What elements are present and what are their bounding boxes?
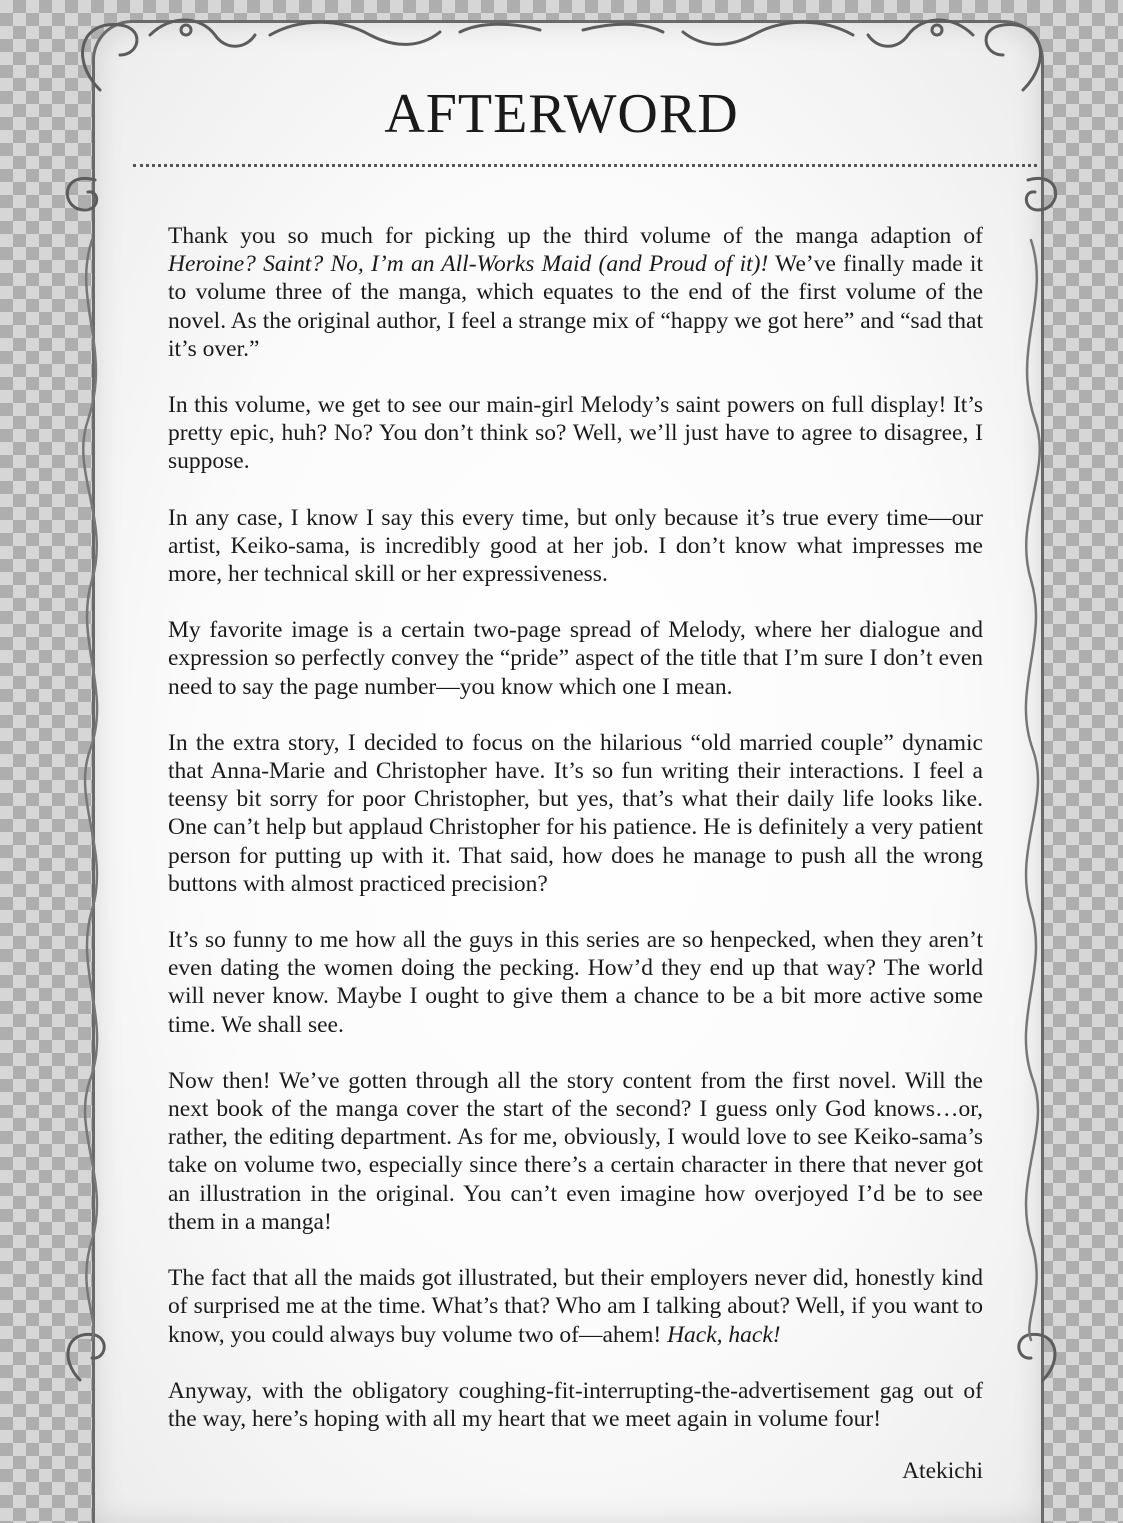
afterword-body	[168, 222, 983, 1461]
paragraph-1: Thank you so much for picking up the third volume of the manga adaption of Heroine? Saint? No, I’m an All-Works Maid (and Proud of it)! We’ve finally made it to volume three of the manga, which equates to the end of the first volume of the novel. As the original author, I feel a strange mix of “happy we got here” and “sad that it’s over.”	[168, 223, 983, 362]
paragraph-7: Now then! We’ve gotten through all the story content from the first novel. Will the next book of the manga cover the start of the second? I guess only God knows…or, rather, the editing department. As for me, obviously, I would love to see Keiko-sama’s take on volume two, especially since there’s a certain character in there that never got an illustration in the original. You can’t even imagine how overjoyed I’d be to see them in a manga!	[168, 1067, 983, 1235]
paragraph-4: My favorite image is a certain two-page spread of Melody, where her dialogue and expression so perfectly convey the “pride” aspect of the title that I’m sure I don’t even need to say the page number—you know which one I mean.	[168, 617, 983, 700]
paragraph-5: In the extra story, I decided to focus on the hilarious “old married couple” dynamic that Anna-Marie and Christopher have. It’s so fun writing their interactions. I feel a teensy bit sorry for poor Christopher, but yes, that’s what their daily life looks like. One can’t help but applaud Christopher for his patience. He is definitely a very patient person for putting up with it. That said, how does he manage to push all the wrong buttons with almost practiced precision?	[168, 729, 983, 897]
paragraph-6: It’s so funny to me how all the guys in this series are so henpecked, when they aren’t even dating the women doing the pecking. How’d they end up that way? The world will never know. Maybe I ought to give them a chance to be a bit more active some time. We shall see.	[168, 927, 983, 1038]
paragraph-3: In any case, I know I say this every time, but only because it’s true every time—our artist, Keiko-sama, is incredibly good at her job. I don’t know what impresses me more, her technical skill or her expressiveness.	[168, 504, 983, 588]
book-title: Heroine? Saint? No, I’m an All-Works Maid (and Proud of it)!	[168, 251, 769, 278]
cough-text: Hack, hack!	[667, 1321, 781, 1348]
author-signature: Atekichi	[902, 1458, 983, 1484]
paragraph-9: Anyway, with the obligatory coughing-fit-interrupting-the-advertisement gag out of the way, here’s hoping with all my heart that we meet again in volume four!	[168, 1377, 983, 1432]
paragraph-2: In this volume, we get to see our main-girl Melody’s saint powers on full display! It’s pretty epic, huh? No? You don’t think so? Well, we’ll just have to agree to disagree, I suppose.	[168, 392, 983, 475]
page-title: AFTERWORD	[384, 83, 739, 145]
dotted-divider	[133, 164, 1037, 167]
paragraph-8: The fact that all the maids got illustrated, but their employers never did, honestly kind of surprised me at the time. What’s that? Who am I talking about? Well, if you want to know, you could always buy volume two of—ahem! Hack, hack!	[168, 1265, 983, 1348]
